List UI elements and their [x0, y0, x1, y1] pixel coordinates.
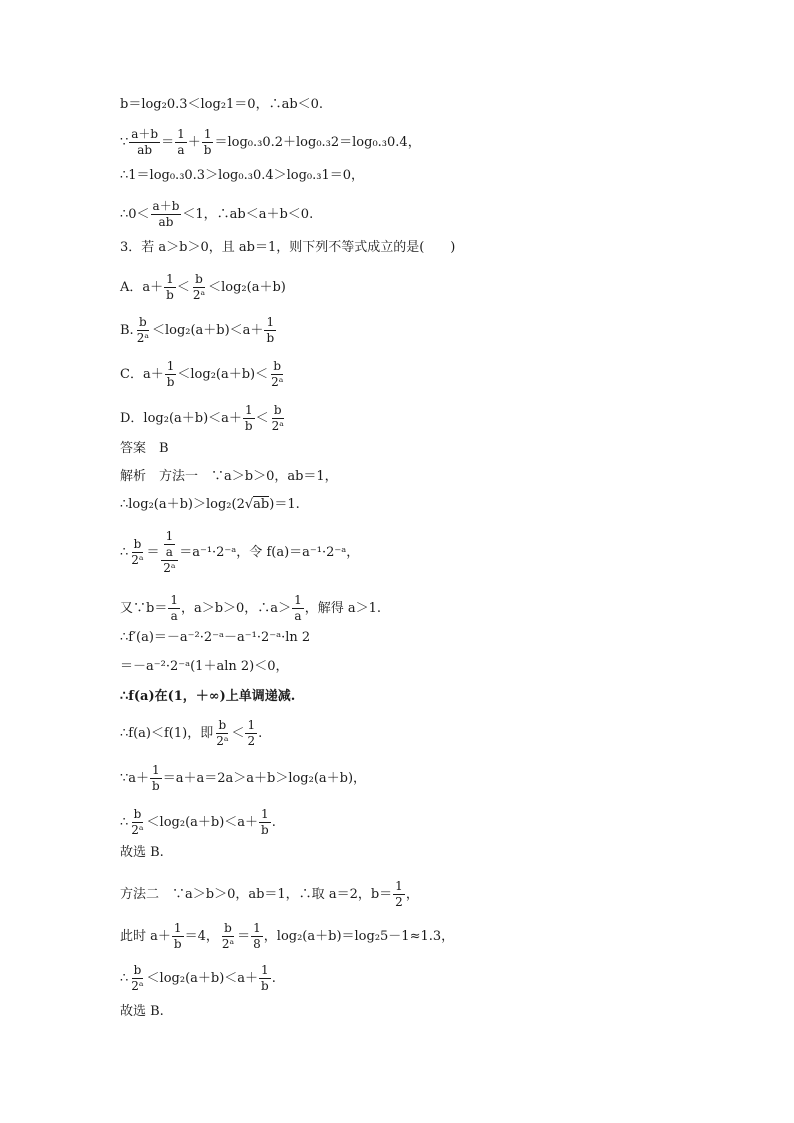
fraction: $\frac{1}{b}$	[261, 807, 269, 837]
text-line: 又∵b＝ $\frac{1}{a}$ ，a＞b＞0，∴a＞ $\frac{1}{a}$ ，解得 a＞1.	[120, 593, 382, 623]
fraction: $\frac{1}{b}$	[203, 127, 212, 157]
text-line: ∴log₂(a＋b)＞log₂(2 √ ab )＝1.	[120, 496, 300, 512]
fraction: $\frac{1}{a}$	[170, 593, 178, 623]
text-line: ∴f(a)在(1，＋∞)上单调递减.	[120, 689, 296, 704]
fraction: $\frac{1}{a}$	[177, 127, 185, 157]
fraction: $\frac{1}{b}$	[266, 315, 275, 345]
fraction: $\frac{b}{\text{2ᵃ}}$	[271, 403, 284, 433]
text-line: ∴ $\frac{b}{\text{2ᵃ}}$ ＜log₂(a＋b)＜a＋ $\frac{1}{b}$ .	[120, 963, 276, 993]
fraction: $\frac{1}{a}$	[165, 529, 174, 559]
fraction: $\frac{b}{\text{2ᵃ}}$	[131, 963, 144, 993]
text-line: 故选 B.	[120, 845, 164, 860]
nested-fraction: $\frac{\frac{1}{a}}{\text{2ᵃ}}$	[161, 530, 179, 575]
fraction: $\frac{1}{a}$	[294, 593, 302, 623]
text-line: ∵ $\frac{a+b}{ab}$ ＝ $\frac{1}{a}$ ＋ $\frac{1}{b}$ ＝log₀.₃0.2＋log₀.₃2＝log₀.₃0.4，	[120, 127, 421, 157]
fraction: $\frac{1}{b}$	[166, 359, 175, 389]
fraction: $\frac{b}{\text{2ᵃ}}$	[131, 807, 144, 837]
fraction: $\frac{1}{8}$	[253, 921, 261, 951]
text-line: 方法二 ∵a＞b＞0，ab＝1，∴取 a＝2，b＝ $\frac{1}{2}$ ，	[120, 879, 419, 909]
text-line: ∴ $\frac{b}{\text{2ᵃ}}$ ＝ $\frac{\frac{1}{a}}{\text{2ᵃ}}$ ＝a⁻¹·2⁻ᵃ，令 f(a)＝a⁻¹·2⁻ᵃ，	[120, 529, 360, 575]
fraction: $\frac{1}{b}$	[166, 272, 174, 302]
fraction: $\frac{b}{\text{2ᵃ}}$	[221, 921, 235, 951]
fraction: $\frac{b}{\text{2ᵃ}}$	[216, 718, 229, 748]
text-line: ∴f′(a)＝－a⁻²·2⁻ᵃ－a⁻¹·2⁻ᵃ·ln 2	[120, 630, 311, 645]
option-d: D．log₂(a＋b)＜a＋ $\frac{1}{b}$ ＜ $\frac{b}{\text{2ᵃ}}$	[120, 403, 284, 433]
fraction: $\frac{b}{\text{2ᵃ}}$	[136, 315, 149, 345]
question-stem: 3．若 a＞b＞0，且 ab＝1，则下列不等式成立的是( )	[120, 240, 456, 255]
option-c: C．a＋ $\frac{1}{b}$ ＜log₂(a＋b)＜ $\frac{b}{\text{2ᵃ}}$	[120, 359, 284, 389]
sqrt-sign: √	[244, 496, 254, 512]
text-line: 故选 B.	[120, 1004, 164, 1019]
answer-line: 答案 B	[120, 441, 169, 456]
fraction: $\frac{b}{\text{2ᵃ}}$	[192, 272, 206, 302]
text-line: ∴ $\frac{b}{\text{2ᵃ}}$ ＜log₂(a＋b)＜a＋ $\frac{1}{b}$ .	[120, 807, 276, 837]
fraction: $\frac{1}{b}$	[244, 403, 253, 433]
fraction: $\frac{b}{\text{2ᵃ}}$	[271, 359, 284, 389]
text-line: ∴f(a)＜f(1)，即 $\frac{b}{\text{2ᵃ}}$ ＜ $\frac{1}{2}$ .	[120, 718, 263, 748]
text-line: b＝log₂0.3＜log₂1＝0，∴ab＜0.	[120, 97, 324, 112]
fraction: $\frac{1}{b}$	[152, 763, 160, 793]
text-line: ∴1＝log₀.₃0.3＞log₀.₃0.4＞log₀.₃1＝0，	[120, 168, 365, 183]
fraction: $\frac{b}{\text{2ᵃ}}$	[131, 537, 144, 567]
fraction: $\frac{a+b}{ab}$	[131, 127, 159, 157]
option-b: B. $\frac{b}{\text{2ᵃ}}$ ＜log₂(a＋b)＜a＋ $\frac{1}{b}$	[120, 315, 275, 345]
fraction: $\frac{a+b}{ab}$	[152, 199, 180, 229]
option-a: A．a＋ $\frac{1}{b}$ ＜ $\frac{b}{\text{2ᵃ}}$ ＜log₂(a＋b)	[120, 272, 286, 302]
fraction: $\frac{1}{2}$	[247, 718, 256, 748]
fraction: $\frac{1}{2}$	[395, 879, 403, 909]
text-line: ＝－a⁻²·2⁻ᵃ(1＋aln 2)＜0，	[120, 659, 289, 674]
text-line: 此时 a＋ $\frac{1}{b}$ ＝4， $\frac{b}{\text{2ᵃ}}$ ＝ $\frac{1}{8}$ ，log₂(a＋b)＝log₂5－1≈1.3，	[120, 921, 455, 951]
text-line: ∴0＜ $\frac{a+b}{ab}$ ＜1，∴ab＜a＋b＜0.	[120, 199, 314, 229]
text-line: 解析 方法一 ∵a＞b＞0，ab＝1，	[120, 469, 338, 484]
fraction: $\frac{1}{b}$	[173, 921, 182, 951]
fraction: $\frac{1}{b}$	[261, 963, 269, 993]
text-line: ∵a＋ $\frac{1}{b}$ ＝a＋a＝2a＞a＋b＞log₂(a＋b)，	[120, 763, 367, 793]
